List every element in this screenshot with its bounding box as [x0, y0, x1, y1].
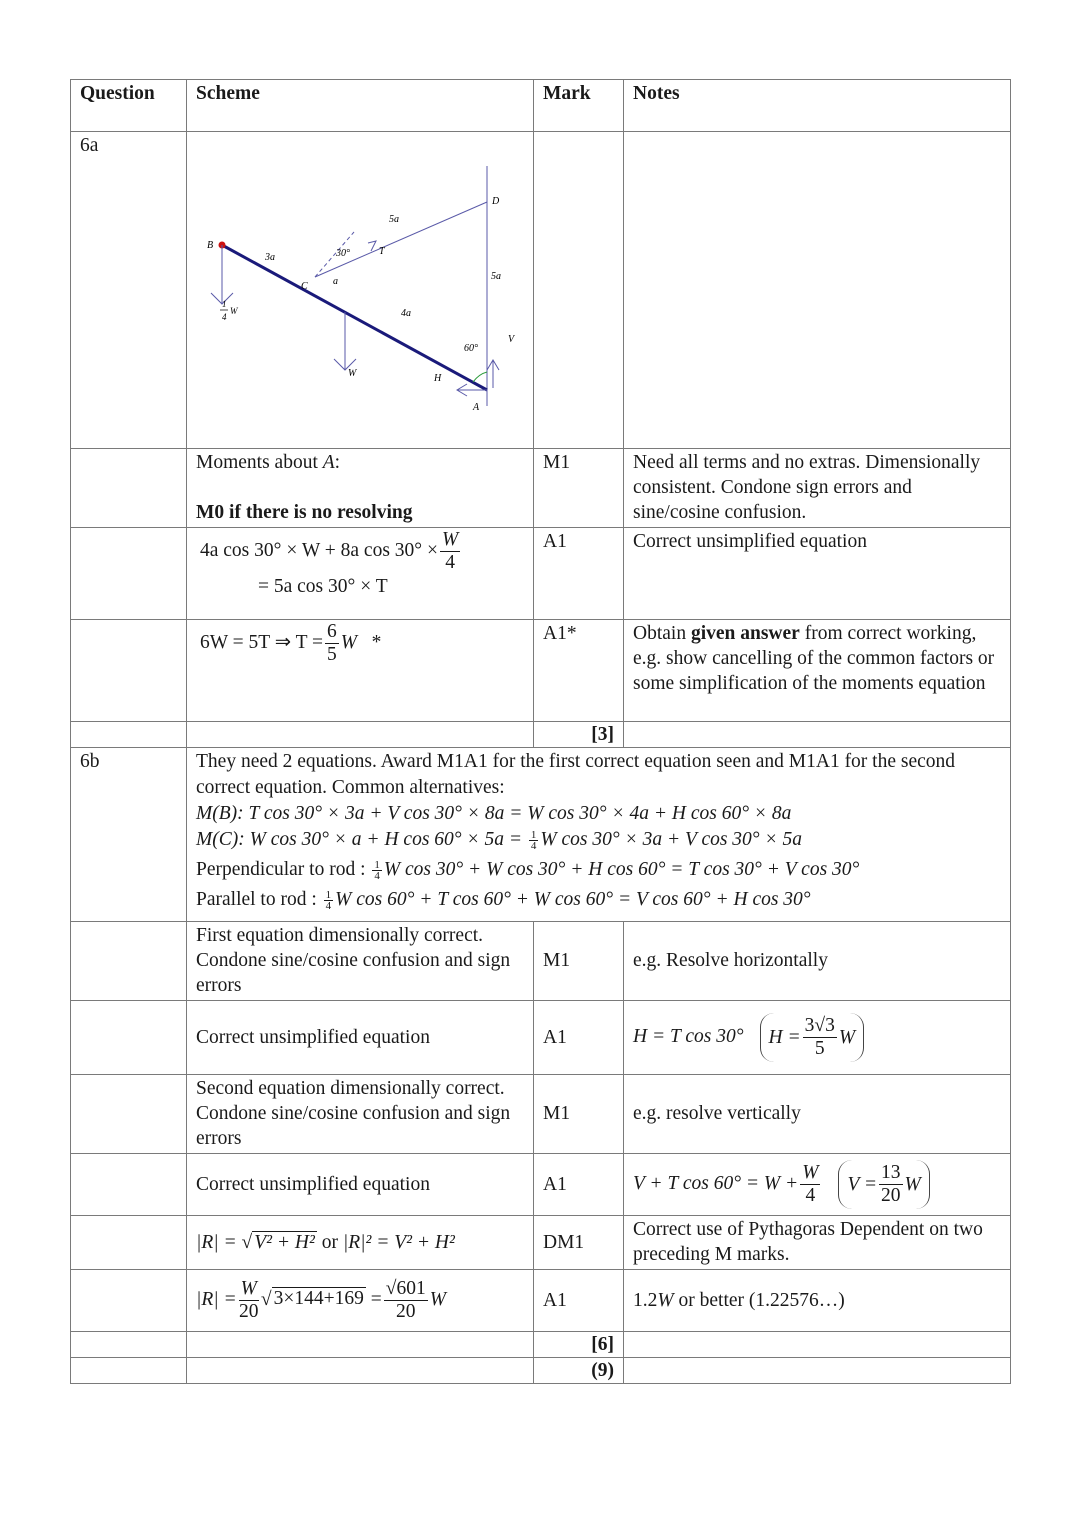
svg-text:30°: 30° — [336, 248, 350, 259]
svg-text:T: T — [379, 246, 385, 257]
notes: Need all terms and no extras. Dimensionally consistent. Condone sign errors and sine/cosine confusion. — [624, 449, 1011, 528]
grand-total: (9) — [534, 1358, 624, 1384]
scheme-row-given-answer: 6W = 5T ⇒ T = $\frac{6}{5}$ W * A1* Obtain given answer from correct working, e.g. show cancelling of the common factors or some simplification of the moments equation — [71, 620, 1011, 722]
header-row — [71, 80, 1011, 132]
svg-text:60°: 60° — [464, 343, 478, 354]
scheme-row-6b-intro: 6b They need 2 equations. Award M1A1 for the first correct equation seen and M1A1 for the second correct equation. Common alternatives: M(B): T cos 30° × 3a + V cos 30° × 8a = W cos 30° × 4a + H cos 60° × 8a M(C): W cos 30° × a + H cos 60° × 5a = $\frac{1}{4}$ W cos 30° × 3a + V cos 30° × 5a Perpendicular to rod : $\frac{1}{4}$ W cos 30° + W cos 30° + H cos 60° = T cos 30° + V cos 30° Parallel to rod : $\frac{1}{4}$ W cos 60° + T cos 60° + W cos 60° = V cos 60° + H cos 30° — [71, 748, 1011, 922]
scheme-row-equation: 4a cos 30° × W + 8a cos 30° × $\frac{W}{4}$ = 5a cos 30° × T A1 Correct unsimplified equation — [71, 528, 1011, 620]
diagram-row — [71, 132, 1011, 449]
angle-arc-icon — [473, 372, 487, 382]
header-scheme: Scheme — [187, 80, 534, 132]
svg-text:4a: 4a — [401, 308, 411, 319]
diagram-cell — [187, 132, 534, 449]
svg-text:4: 4 — [222, 312, 227, 322]
ladder-diagram — [187, 132, 534, 441]
header-notes: Notes — [624, 80, 1011, 132]
mark-scheme-table: Question Scheme Mark Notes 6a B C D A 3a a 4a 5a 5a 30° 60° T V H W 1 4 W Moments about A: M0 if there is no resolving M1 Need all terms and no extras. Dimensionally consistent. Condone sign errors and sine/cosine confusion. 4a cos 30° × W + 8a cos 30° × $\frac{W}{4}$ = 5a cos 30° × T A1 Correct unsimplified equation 6W = 5T ⇒ T = $\frac{6}{5}$ W * A1* Obtain given answer from correct working, e.g. show cancelling of the common factors or some simplification of the moments equation [3] 6b They need 2 equations. Award M1A1 for the first correct equation seen and M1A1 for the second correct equation. Common alternatives: M(B): T cos 30° × 3a + V cos 30° × 8a = W cos 30° × 4a + H cos 60° × 8a M(C): W cos 30° × a + H cos 60° × 5a = $\frac{1}{4}$ W cos 30° × 3a + V cos 30° × 5a Perpendicular to rod : $\frac{1}{4}$ W cos 30° + W cos 30° + H cos 60° = T cos 30° + V cos 30° Parallel to rod : $\frac{1}{4}$ W cos 60° + T cos 60° + W cos 60° = V cos 60° + H cos 30° First equation dimensionally correct. Condone sine/cosine confusion and sign errors M1 e.g. Resolve horizontally Correct unsimplified equation A1 H = T cos 30° H = $\frac{3√3}{5}$ W Second equation dimensionally correct. Condone sine/cosine confusion and sign errors M1 e.g. resolve vertically Correct unsimplified equation A1 V + T cos 60° = W + $\frac{W}{4}$ V = $\frac{13}{20}$ W |R| = √ V² + H² or |R|² = V² + H² DM1 Correct use of Pythagoras Dependent on two preceding M marks. |R| = $\frac{W}{20}$ √ 3×144+169 = $\frac{√601}{20}$ W A1 1.2W or better (1.22576…) [6] (9) — [70, 79, 1011, 1384]
mark: A1* — [534, 620, 624, 722]
subtotal: [6] — [534, 1332, 624, 1358]
grand-total-row — [71, 1358, 1011, 1384]
subtotal-row-6a — [71, 722, 1011, 748]
tension-arrow-icon — [368, 241, 376, 251]
svg-text:D: D — [492, 196, 500, 207]
svg-text:H: H — [434, 373, 442, 384]
notes: Obtain given answer from correct working, e.g. show cancelling of the common factors or some simplification of the moments equation — [624, 620, 1011, 722]
question-label-6b: 6b — [71, 748, 187, 922]
svg-text:B: B — [207, 240, 214, 251]
mark: M1 — [534, 449, 624, 528]
svg-text:a: a — [333, 276, 338, 287]
svg-text:V: V — [508, 334, 515, 345]
header-mark: Mark — [534, 80, 624, 132]
notes: Correct unsimplified equation — [624, 528, 1011, 620]
svg-text:1: 1 — [222, 299, 227, 309]
question-label-6a: 6a — [71, 132, 187, 449]
svg-text:5a: 5a — [491, 271, 501, 282]
string-cd — [315, 202, 487, 277]
m0-rule: M0 if there is no resolving — [196, 502, 413, 523]
svg-text:W: W — [230, 306, 238, 316]
subtotal-row-6b — [71, 1332, 1011, 1358]
svg-text:W: W — [348, 368, 357, 379]
scheme-row-moments: Moments about A: M0 if there is no resolving M1 Need all terms and no extras. Dimensionally consistent. Condone sign errors and sine/cosine confusion. — [71, 449, 1011, 528]
svg-text:C: C — [301, 281, 308, 292]
svg-text:5a: 5a — [389, 214, 399, 225]
subtotal: [3] — [534, 722, 624, 748]
svg-text:3a: 3a — [265, 252, 275, 263]
mark: A1 — [534, 528, 624, 620]
svg-text:A: A — [473, 402, 480, 413]
header-question: Question — [71, 80, 187, 132]
